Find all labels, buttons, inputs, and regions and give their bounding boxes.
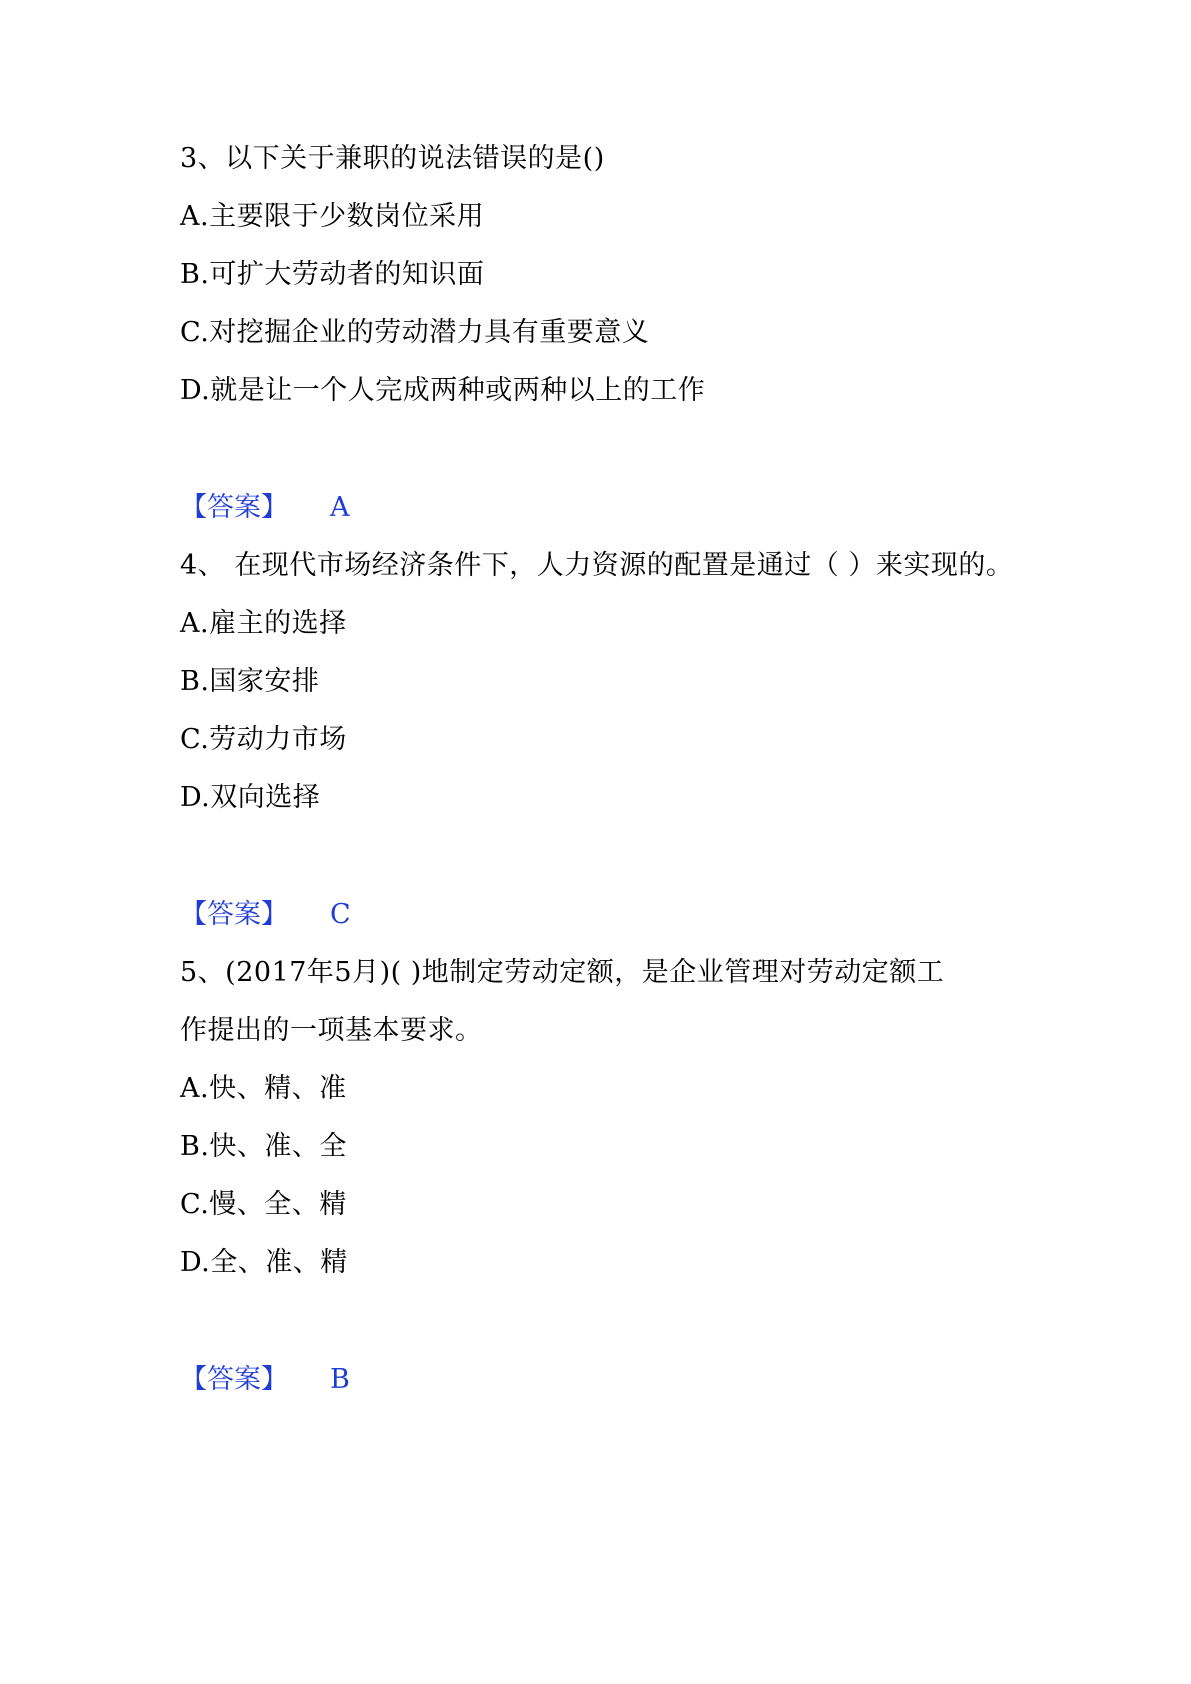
question-3-answer xyxy=(180,491,350,525)
question-3-stem: 3、以下关于兼职的说法错误的是() xyxy=(180,143,605,174)
question-5-option-c: C.慢、全、精 xyxy=(180,1189,347,1220)
question-5-stem-line-1: 5、(2017年5月)( )地制定劳动定额，是企业管理对劳动定额工 xyxy=(180,957,945,988)
question-3-option-d: D.就是让一个人完成两种或两种以上的工作 xyxy=(180,375,706,406)
answer-label: 【答案】 xyxy=(180,1364,288,1395)
question-4-option-c: C.劳动力市场 xyxy=(180,724,347,755)
answer-value: C xyxy=(330,899,351,930)
question-5-option-b: B.快、准、全 xyxy=(180,1131,347,1162)
question-5-answer xyxy=(180,1363,350,1397)
question-4-answer xyxy=(180,898,351,932)
question-5-option-d: D.全、准、精 xyxy=(180,1247,348,1278)
answer-label: 【答案】 xyxy=(180,492,288,523)
question-4-stem: 4、 在现代市场经济条件下，人力资源的配置是通过（ ）来实现的。 xyxy=(180,550,1014,581)
question-3-option-b: B.可扩大劳动者的知识面 xyxy=(180,259,485,290)
question-3-option-a: A.主要限于少数岗位采用 xyxy=(180,201,485,232)
question-4-option-a: A.雇主的选择 xyxy=(180,608,347,639)
question-5-option-a: A.快、精、准 xyxy=(180,1073,347,1104)
question-5-stem-line-2: 作提出的一项基本要求。 xyxy=(180,1015,483,1046)
answer-value: A xyxy=(330,492,350,523)
question-3-option-c: C.对挖掘企业的劳动潜力具有重要意义 xyxy=(180,317,650,348)
answer-label: 【答案】 xyxy=(180,899,288,930)
question-4-option-d: D.双向选择 xyxy=(180,782,321,813)
answer-value: B xyxy=(330,1364,350,1395)
question-4-option-b: B.国家安排 xyxy=(180,666,320,697)
